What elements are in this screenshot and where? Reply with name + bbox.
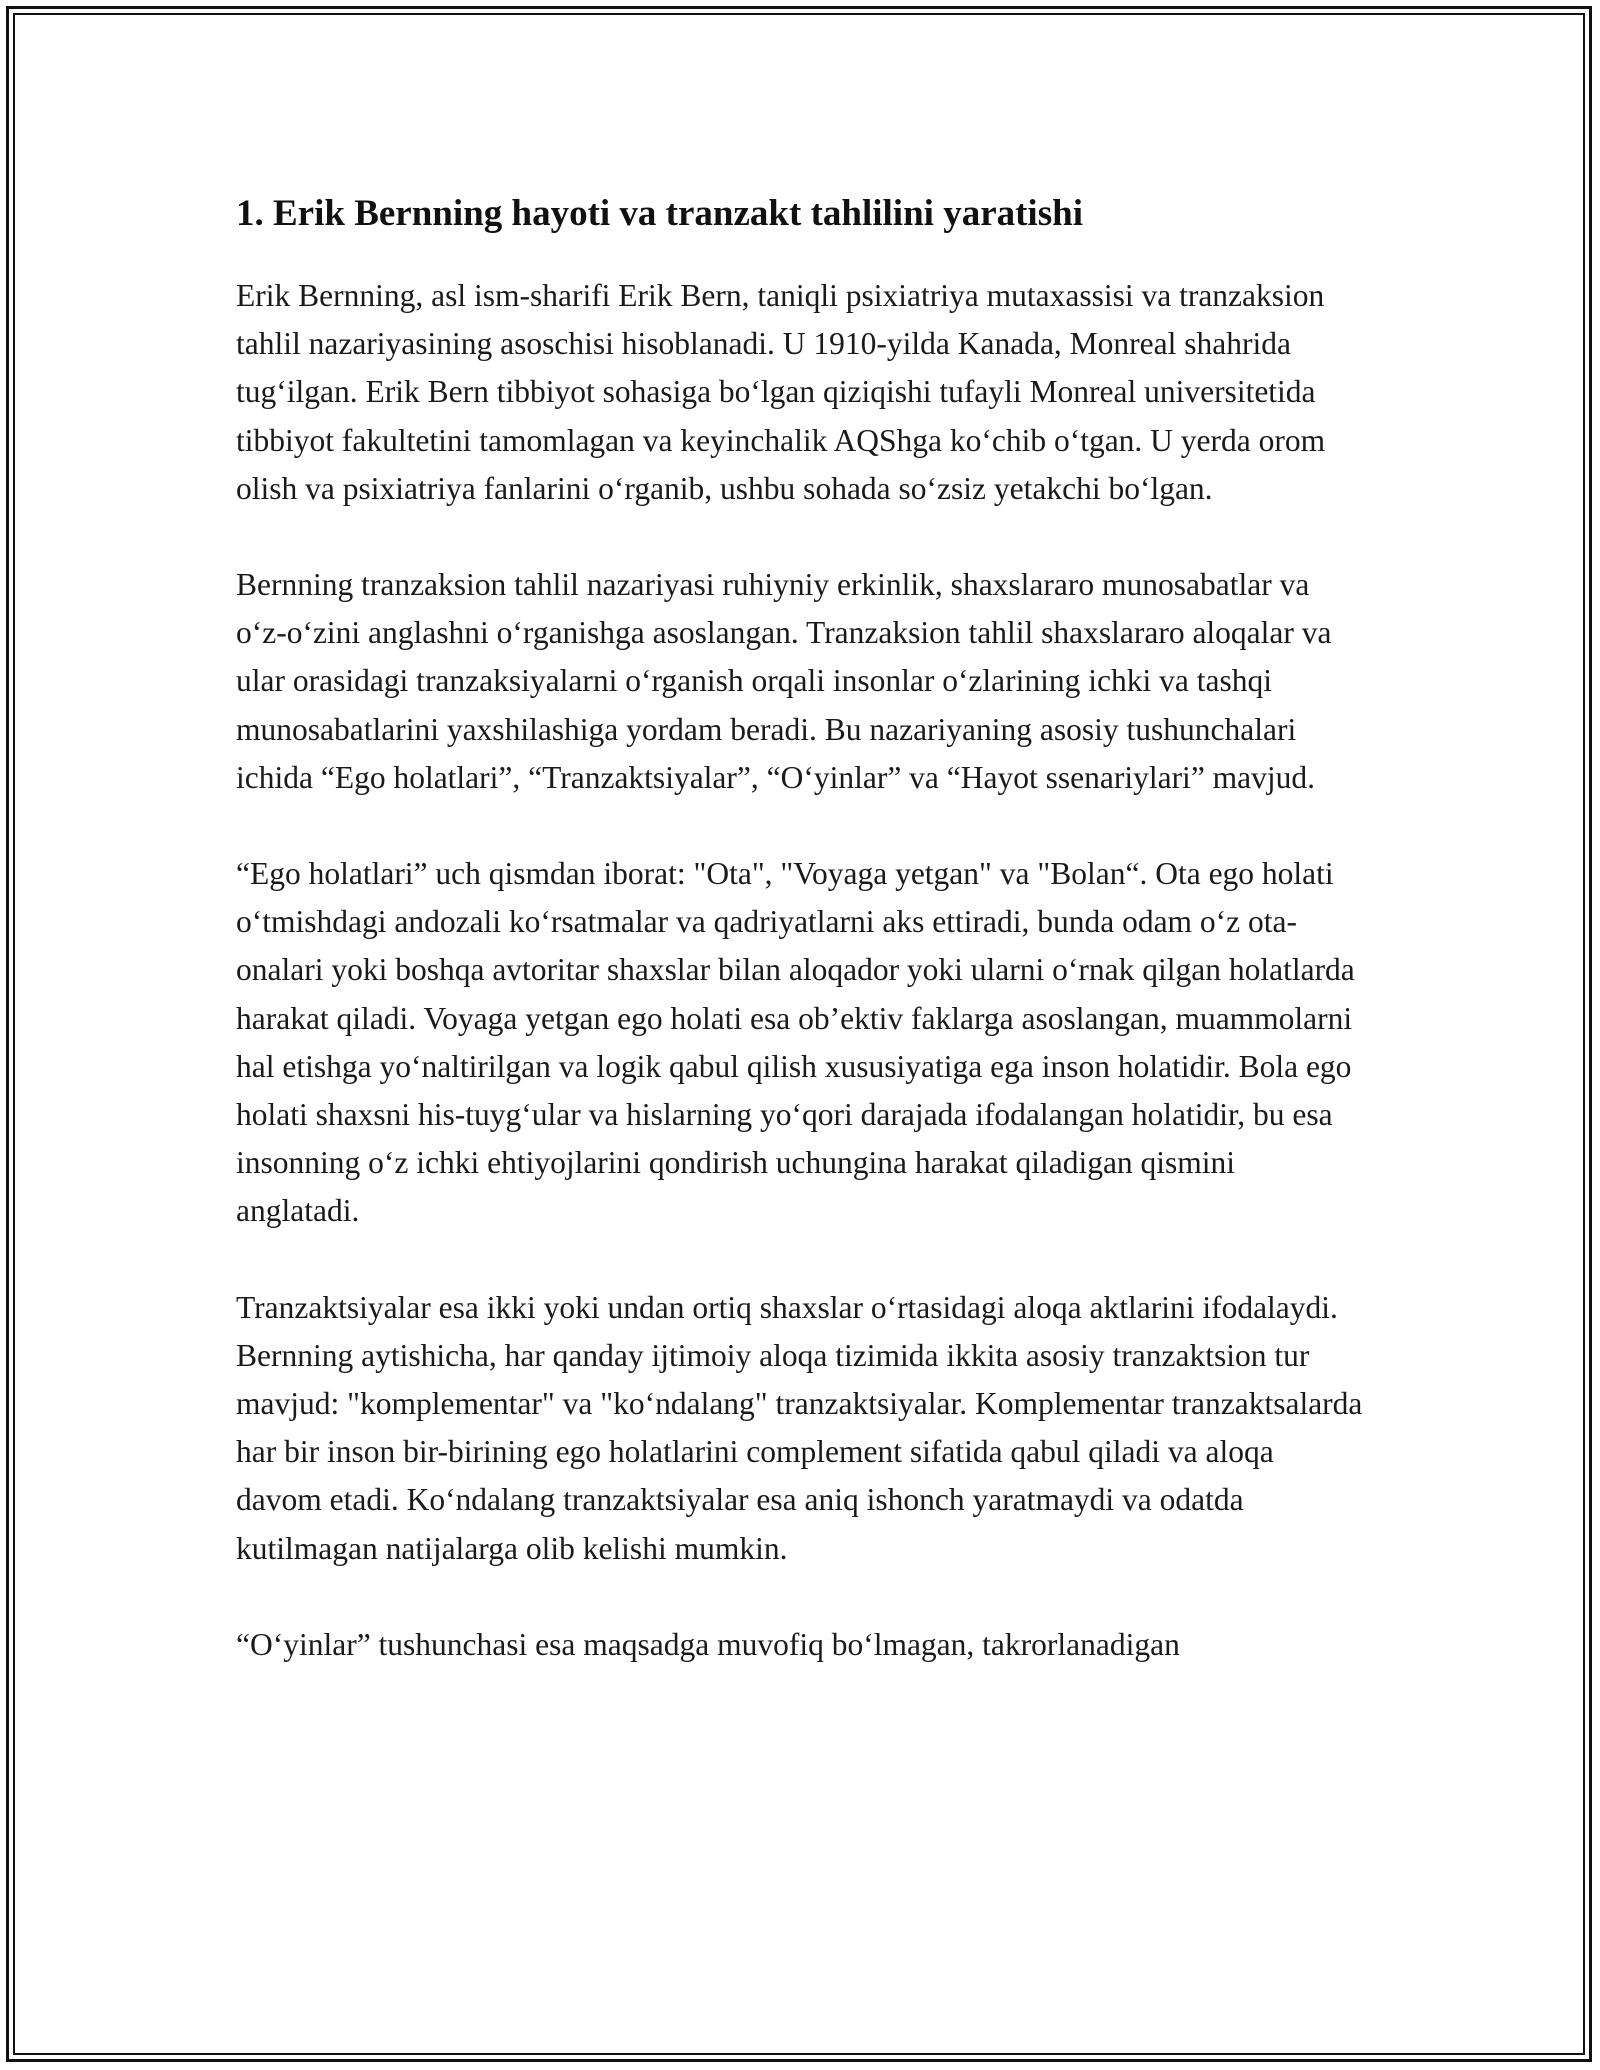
document-body [236, 186, 1366, 1717]
section-heading: 1. Erik Bernning hayoti va tranzakt tahlilini yaratishi [236, 193, 1083, 234]
paragraph-biography: Erik Bernning, asl ism-sharifi Erik Bern, taniqli psixiatriya mutaxassisi va tranzaksion tahlil nazariyasining asoschisi hisoblanadi. U 1910-yilda Kanada, Monreal shahrida tug‘ilgan. Erik Bern tibbiyot sohasiga bo‘lgan qiziqishi tufayli Monreal universitetida tibbiyot fakultetini tamomlagan va keyinchalik AQShga ko‘chib o‘tgan. U yerda orom olish va psixiatriya fanlarini o‘rganib, ushbu sohada so‘zsiz yetakchi bo‘lgan. [236, 278, 1326, 506]
paragraph-ego-states: “Ego holatlari” uch qismdan iborat: "Ota", "Voyaga yetgan" va "Bolan“. Ota ego holati o‘tmishdagi andozali ko‘rsatmalar va qadriyatlarni aks ettiradi, bunda odam o‘z ota-onalari yoki boshqa avtoritar shaxslar bilan aloqador yoki ularni o‘rnak qilgan holatlarda harakat qiladi. Voyaga yetgan ego holati esa ob’ektiv faklarga asoslangan, muammolarni hal etishga yo‘naltirilgan va logik qabul qilish xususiyatiga ega inson holatidir. Bola ego holati shaxsni his-tuyg‘ular va hislarning yo‘qori darajada ifodalangan holatidir, bu esa insonning o‘z ichki ehtiyojlarini qondirish uchungina harakat qiladigan qismini anglatadi. [236, 856, 1355, 1229]
paragraph-theory-overview: Bernning tranzaksion tahlil nazariyasi ruhiyniy erkinlik, shaxslararo munosabatlar va o‘z-o‘zini anglashni o‘rganishga asoslangan. Tranzaksion tahlil shaxslararo aloqalar va ular orasidagi tranzaksiyalarni o‘rganish orqali insonlar o‘zlarining ichki va tashqi munosabatlarini yaxshilashiga yordam beradi. Bu nazariyaning asosiy tushunchalari ichida “Ego holatlari”, “Tranzaktsiyalar”, “O‘yinlar” va “Hayot ssenariylari” mavjud. [236, 567, 1332, 795]
paragraph-transactions: Tranzaktsiyalar esa ikki yoki undan ortiq shaxslar o‘rtasidagi aloqa aktlarini ifodalaydi. Bernning aytishicha, har qanday ijtimoiy aloqa tizimida ikkita asosiy tranzaktsion tur mavjud: "komplementar" va "ko‘ndalang" tranzaktsiyalar. Komplementar tranzaktsalarda har bir inson bir-birining ego holatlarini complement sifatida qabul qiladi va aloqa davom etadi. Ko‘ndalang tranzaktsiyalar esa aniq ishonch yaratmaydi va odatda kutilmagan natijalarga olib kelishi mumkin. [236, 1289, 1363, 1566]
paragraph-games: “O‘yinlar” tushunchasi esa maqsadga muvofiq bo‘lmagan, takrorlanadigan [236, 1626, 1180, 1662]
